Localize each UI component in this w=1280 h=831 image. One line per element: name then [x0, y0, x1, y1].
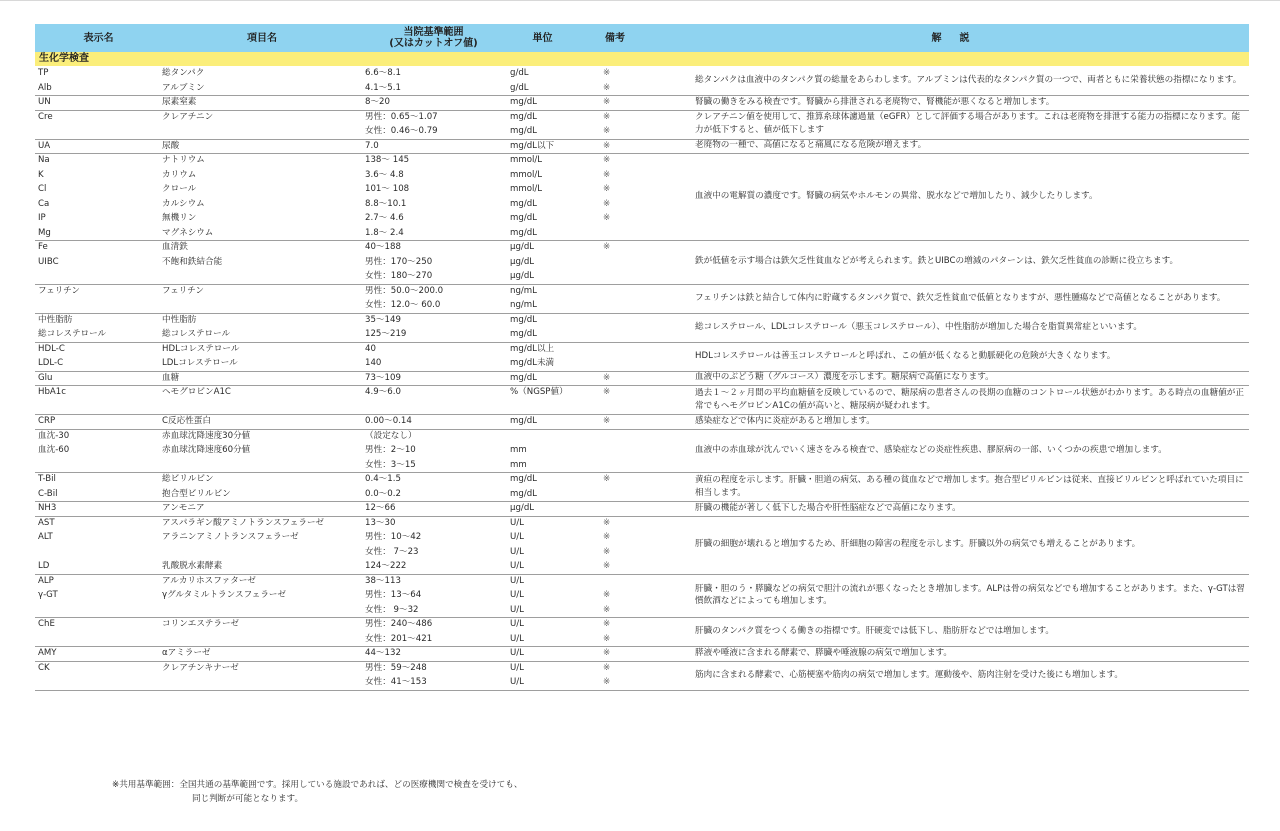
display-name-cell: HbA1c [38, 387, 66, 397]
reference-range-cell: 1.8〜 2.4 [365, 227, 404, 238]
display-name-cell: C-Bil [38, 488, 58, 499]
description-cell [695, 574, 1247, 618]
reference-range-cell: 7.0 [365, 140, 379, 151]
item-name-cell: アルブミン [162, 82, 205, 93]
reference-range-cell: 40 [365, 343, 376, 354]
note-cell: ※ [603, 184, 611, 194]
unit-cell: U/L [510, 561, 524, 571]
unit-cell: U/L [510, 633, 524, 644]
reference-range-cell: 2.7〜 4.6 [365, 213, 404, 223]
display-name-cell: 血沈-60 [38, 445, 70, 455]
note-cell: ※ [603, 242, 611, 252]
unit-cell: mg/dL [510, 329, 537, 339]
description-cell [695, 313, 1247, 342]
display-name-cell: γ-GT [38, 590, 58, 600]
reference-range-cell: 38〜113 [365, 575, 401, 586]
display-name-cell: CK [38, 662, 50, 673]
note-cell: ※ [603, 648, 611, 658]
description-text: HDLコレステロールは善玉コレステロールと呼ばれ、この値が低くなると動脈硬化の危険が大きくなります。 [695, 350, 1116, 361]
display-name-cell: LDL-C [38, 358, 64, 368]
description-cell [695, 646, 1247, 661]
item-name-cell: γグルタミルトランスフェラーゼ [162, 590, 286, 600]
description-cell [695, 661, 1247, 690]
description-cell [695, 139, 1247, 154]
description-text: 肝臓の細胞が壊れると増加するため、肝細胞の障害の程度を示します。肝臓以外の病気でも増えることがあります。 [695, 539, 1141, 550]
reference-range-cell: 73〜109 [365, 372, 401, 383]
note-cell: ※ [603, 416, 611, 426]
display-name-cell: TP [38, 68, 49, 78]
unit-cell: mg/dL [510, 111, 537, 122]
reference-range-cell: 140 [365, 358, 382, 368]
unit-cell: mg/dL [510, 126, 537, 136]
note-cell: ※ [603, 140, 611, 151]
description-cell [695, 501, 1247, 516]
reference-range-cell: 4.1〜5.1 [365, 82, 401, 93]
item-name-cell: アラニンアミノトランスフェラーゼ [162, 532, 299, 542]
table-header [35, 24, 1249, 52]
reference-range-cell: 13〜30 [365, 517, 396, 528]
display-name-cell: K [38, 169, 44, 180]
reference-range-cell: 男性：50.0〜200.0 [365, 285, 444, 296]
display-name-cell: UN [38, 97, 51, 107]
item-name-cell: ナトリウム [162, 155, 205, 165]
table-body [35, 66, 1249, 690]
unit-cell: U/L [510, 517, 524, 528]
display-name-cell: Alb [38, 82, 52, 93]
item-name-cell: 無機リン [162, 213, 197, 223]
unit-cell: mg/dL [510, 314, 537, 325]
reference-range-cell: 女性：201〜421 [365, 633, 433, 644]
display-name-cell: Fe [38, 242, 48, 252]
reference-range-cell: 0.4〜1.5 [365, 474, 401, 484]
reference-range-cell: 女性：12.0〜 60.0 [365, 300, 441, 310]
note-cell: ※ [603, 387, 611, 397]
description-text: 肝臓の機能が著しく低下した場合や肝性脳症などで高値になります。 [695, 502, 961, 513]
display-name-cell: Cl [38, 184, 47, 194]
unit-cell: g/dL [510, 68, 529, 78]
display-name-cell: Glu [38, 372, 53, 383]
unit-cell: U/L [510, 532, 524, 542]
unit-cell: U/L [510, 575, 524, 586]
header-reference-line2: (又はカットオフ値) [389, 38, 478, 49]
item-name-cell: カルシウム [162, 198, 205, 209]
unit-cell: mg/dL [510, 416, 537, 426]
reference-range-cell: 男性：2〜10 [365, 445, 416, 455]
reference-range-cell: 0.0〜0.2 [365, 488, 401, 499]
description-text: 膵液や唾液に含まれる酵素で、膵臓や唾液腺の病気で増加します。 [695, 647, 952, 658]
description-text: 血液中の電解質の濃度です。腎臓の病気やホルモンの異常、脱水などで増加したり、減少したりします。 [695, 191, 1098, 202]
unit-cell: mmol/L [510, 155, 543, 165]
item-name-cell: 赤血球沈降速度60分値 [162, 445, 251, 455]
note-cell: ※ [603, 662, 611, 673]
display-name-cell: Mg [38, 227, 51, 238]
reference-range-cell: 124〜222 [365, 561, 407, 571]
description-text: 総タンパクは血液中のタンパク質の総量をあらわします。アルブミンは代表的なタンパク質の一つで、両者ともに栄養状態の指標になります。 [695, 75, 1242, 86]
unit-cell: mmol/L [510, 184, 543, 194]
display-name-cell: ChE [38, 619, 55, 629]
unit-cell: mg/dL [510, 97, 537, 107]
display-name-cell: T-Bil [38, 474, 56, 484]
description-cell [695, 371, 1247, 386]
reference-range-cell: 女性： 7〜23 [365, 546, 419, 557]
unit-cell: mg/dL [510, 372, 537, 383]
reference-range-table [35, 24, 1249, 690]
description-cell [695, 240, 1247, 284]
reference-range-cell: 125〜219 [365, 329, 407, 339]
note-cell: ※ [603, 82, 611, 93]
display-name-cell: 中性脂肪 [38, 314, 73, 325]
reference-range-cell: 男性：240〜486 [365, 619, 433, 629]
description-cell [695, 472, 1247, 501]
display-name-cell: LD [38, 561, 50, 571]
section-title: 生化学検査 [35, 52, 1249, 66]
item-name-cell: クレアチニン [162, 111, 214, 122]
description-text: 腎臓の働きをみる検査です。腎臓から排泄される老廃物で、腎機能が悪くなると増加します。 [695, 96, 1055, 107]
description-cell [695, 516, 1247, 574]
display-name-cell: NH3 [38, 503, 57, 513]
reference-range-cell: 男性：13〜64 [365, 590, 422, 600]
header-item-name: 項目名 [247, 32, 277, 44]
description-text: 過去１〜２ヶ月間の平均血糖値を反映しているので、糖尿病の患者さんの長期の血糖のコントロール状態がわかります。ある時点の血糖値が正常でもヘモグロビンA1Cの値が高いと、糖尿病が疑われます。 [695, 387, 1244, 411]
item-name-cell: クロール [162, 184, 197, 194]
reference-range-cell: 6.6〜8.1 [365, 68, 401, 78]
item-name-cell: 血清鉄 [162, 242, 188, 252]
unit-cell: U/L [510, 590, 524, 600]
description-cell [695, 66, 1247, 95]
unit-cell: U/L [510, 662, 524, 673]
item-name-cell: 尿酸 [162, 140, 180, 151]
item-name-cell: HDLコレステロール [162, 343, 240, 354]
description-cell [695, 342, 1247, 371]
item-name-cell: 乳酸脱水素酵素 [162, 561, 223, 571]
unit-cell: mg/dL未満 [510, 358, 555, 368]
reference-range-cell: 女性：180〜270 [365, 271, 433, 281]
item-name-cell: マグネシウム [162, 227, 214, 238]
reference-range-cell: 男性：10〜42 [365, 532, 422, 542]
unit-cell: mm [510, 459, 527, 470]
unit-cell: U/L [510, 677, 524, 687]
note-cell: ※ [603, 155, 611, 165]
item-name-cell: 総タンパク [162, 68, 205, 78]
item-name-cell: 中性脂肪 [162, 314, 197, 325]
note-cell: ※ [603, 68, 611, 78]
description-text: 筋肉に含まれる酵素で、心筋梗塞や筋肉の病気で増加します。運動後や、筋肉注射を受けた後にも増加します。 [695, 669, 1123, 680]
reference-range-cell: 男性：59〜248 [365, 662, 427, 673]
description-text: 鉄が低値を示す場合は鉄欠乏性貧血などが考えられます。鉄とUIBCの増減のパターンは、鉄欠乏性貧血の診断に役立ちます。 [695, 256, 1179, 267]
item-name-cell: アンモニア [162, 503, 205, 513]
reference-range-cell: 8〜20 [365, 97, 390, 107]
unit-cell: U/L [510, 648, 524, 658]
description-cell [695, 617, 1247, 646]
description-cell [695, 429, 1247, 473]
note-cell: ※ [603, 213, 611, 223]
display-name-cell: Cre [38, 111, 53, 122]
display-name-cell: CRP [38, 416, 56, 426]
footnote [112, 779, 522, 806]
reference-range-cell: （設定なし） [365, 430, 417, 441]
note-cell: ※ [603, 198, 611, 209]
item-name-cell: LDLコレステロール [162, 358, 238, 368]
note-cell: ※ [603, 546, 611, 557]
display-name-cell: フェリチン [38, 285, 80, 296]
unit-cell: ng/mL [510, 300, 537, 310]
reference-range-cell: 女性：3〜15 [365, 459, 416, 470]
description-cell [695, 284, 1247, 313]
row-divider [35, 690, 1249, 691]
unit-cell: μg/dL [510, 503, 535, 513]
description-text: 老廃物の一種で、高値になると痛風になる危険が増えます。 [695, 140, 927, 151]
display-name-cell: 総コレステロール [38, 329, 107, 339]
header-reference-line1: 当院基準範囲 [403, 27, 464, 38]
note-cell: ※ [603, 561, 611, 571]
reference-range-cell: 男性：0.65〜1.07 [365, 111, 438, 122]
note-cell: ※ [603, 619, 611, 629]
header-description: 解説 [931, 32, 988, 44]
reference-range-cell: 40〜188 [365, 242, 401, 252]
header-unit: 単位 [532, 32, 553, 44]
item-name-cell: クレアチンキナーゼ [162, 662, 239, 673]
item-name-cell: アスパラギン酸アミノトランスフェラーゼ [162, 517, 324, 528]
unit-cell: μg/dL [510, 242, 535, 252]
description-text: 黄疸の程度を示します。肝臓・胆道の病気、ある種の貧血などで増加します。抱合型ビリルビンは従来、直接ビリルビンと呼ばれていた項目に相当します。 [695, 474, 1244, 498]
note-cell: ※ [603, 126, 611, 136]
reference-range-cell: 女性：0.46〜0.79 [365, 126, 438, 136]
item-name-cell: C反応性蛋白 [162, 416, 211, 426]
reference-range-cell: 35〜149 [365, 314, 401, 325]
note-cell: ※ [603, 474, 611, 484]
note-cell: ※ [603, 372, 611, 383]
description-text: クレアチニン値を使用して、推算糸球体濾過量（eGFR）として評価する場合があります。これは老廃物を排泄する能力の指標になります。能力が低下すると、値が低下します [695, 112, 1241, 135]
unit-cell: mg/dL以上 [510, 343, 555, 354]
note-cell: ※ [603, 169, 611, 180]
header-note: 備考 [605, 32, 625, 44]
item-name-cell: ヘモグロビンA1C [162, 387, 231, 397]
reference-range-cell: 44〜132 [365, 648, 401, 658]
unit-cell: %（NGSP値） [510, 387, 568, 397]
display-name-cell: 血沈-30 [38, 430, 70, 441]
note-cell: ※ [603, 532, 611, 542]
note-cell: ※ [603, 517, 611, 528]
item-name-cell: アルカリホスファターゼ [162, 575, 256, 586]
display-name-cell: ALP [38, 575, 54, 586]
item-name-cell: 尿素窒素 [162, 97, 197, 107]
display-name-cell: AST [38, 517, 55, 528]
display-name-cell: UA [38, 140, 51, 151]
description-text: フェリチンは鉄と結合して体内に貯蔵するタンパク質で、鉄欠乏性貧血で低値となりますが、悪性腫瘍などで高値となることがあります。 [695, 292, 1226, 303]
note-cell: ※ [603, 677, 611, 687]
item-name-cell: コリンエステラーゼ [162, 619, 240, 629]
unit-cell: mg/dL [510, 198, 537, 209]
description-text: 血液中のぶどう糖（グルコース）濃度を示します。糖尿病で高値になります。 [695, 372, 994, 383]
reference-range-cell: 8.8〜10.1 [365, 198, 407, 209]
note-cell: ※ [603, 633, 611, 644]
item-name-cell: αアミラーゼ [162, 648, 211, 658]
note-cell: ※ [603, 97, 611, 107]
unit-cell: mg/dL [510, 488, 537, 499]
item-name-cell: 不飽和鉄結合能 [162, 256, 223, 267]
unit-cell: mg/dL [510, 474, 537, 484]
note-cell: ※ [603, 111, 611, 122]
description-text: 総コレステロール、LDLコレステロール（悪玉コレステロール）、中性脂肪が増加した場合を脂質異常症といいます。 [695, 321, 1142, 332]
description-cell [695, 385, 1247, 414]
top-border [0, 0, 1280, 1]
footnote-line2: 同じ判断が可能となります。 [192, 793, 304, 804]
reference-range-cell: 女性： 9〜32 [365, 604, 419, 615]
unit-cell: mm [510, 445, 527, 455]
note-cell: ※ [603, 590, 611, 600]
unit-cell: μg/dL [510, 256, 535, 267]
item-name-cell: カリウム [162, 169, 197, 180]
reference-range-cell: 3.6〜 4.8 [365, 169, 404, 180]
unit-cell: U/L [510, 619, 524, 629]
description-cell [695, 414, 1247, 429]
unit-cell: μg/dL [510, 271, 535, 281]
description-text: 感染症などで体内に炎症があると増加します。 [695, 415, 875, 426]
display-name-cell: UIBC [38, 256, 59, 267]
display-name-cell: IP [38, 213, 46, 223]
item-name-cell: 総コレステロール [162, 329, 231, 339]
unit-cell: g/dL [510, 82, 529, 93]
item-name-cell: 血糖 [162, 372, 180, 383]
reference-range-cell: 101〜 108 [365, 184, 410, 194]
item-name-cell: フェリチン [162, 285, 204, 296]
description-text: 肝臓のタンパク質をつくる働きの指標です。肝硬変では低下し、脂肪肝などでは増加します。 [695, 626, 1054, 637]
display-name-cell: Ca [38, 198, 50, 209]
unit-cell: U/L [510, 546, 524, 557]
unit-cell: mg/dL以下 [510, 140, 555, 151]
description-text: 肝臓・胆のう・膵臓などの病気で胆汁の流れが悪くなったとき増加します。ALPは骨の病気などでも増加することがあります。また、γ-GTは習慣飲酒などによっても増加します。 [695, 583, 1245, 607]
reference-range-cell: 12〜66 [365, 503, 396, 513]
reference-range-cell: 138〜 145 [365, 155, 410, 165]
display-name-cell: HDL-C [38, 343, 65, 354]
reference-range-cell: 4.9〜6.0 [365, 387, 401, 397]
footnote-line1: ※共用基準範囲：全国共通の基準範囲です。採用している施設であれば、どの医療機関で検査を受けても、 [112, 780, 523, 790]
reference-range-cell: 0.00〜0.14 [365, 416, 412, 426]
item-name-cell: 抱合型ビリルビン [162, 488, 231, 499]
note-cell: ※ [603, 604, 611, 615]
unit-cell: mg/dL [510, 227, 537, 238]
unit-cell: mg/dL [510, 213, 537, 223]
item-name-cell: 総ビリルビン [162, 474, 214, 484]
description-text: 血液中の赤血球が沈んでいく速さをみる検査で、感染症などの炎症性疾患、膠原病の一部、いくつかの疾患で増加します。 [695, 444, 1167, 455]
display-name-cell: ALT [38, 532, 53, 542]
display-name-cell: Na [38, 155, 50, 165]
description-cell [695, 95, 1247, 110]
unit-cell: ng/mL [510, 285, 537, 296]
description-cell [695, 153, 1247, 240]
header-display-name: 表示名 [83, 32, 114, 44]
unit-cell: U/L [510, 604, 524, 615]
reference-range-cell: 男性：170〜250 [365, 256, 433, 267]
description-cell [695, 110, 1247, 139]
item-name-cell: 赤血球沈降速度30分値 [162, 430, 251, 441]
reference-range-cell: 女性：41〜153 [365, 677, 427, 687]
unit-cell: mmol/L [510, 169, 543, 180]
display-name-cell: AMY [38, 648, 57, 658]
header-reference-range [362, 27, 505, 49]
